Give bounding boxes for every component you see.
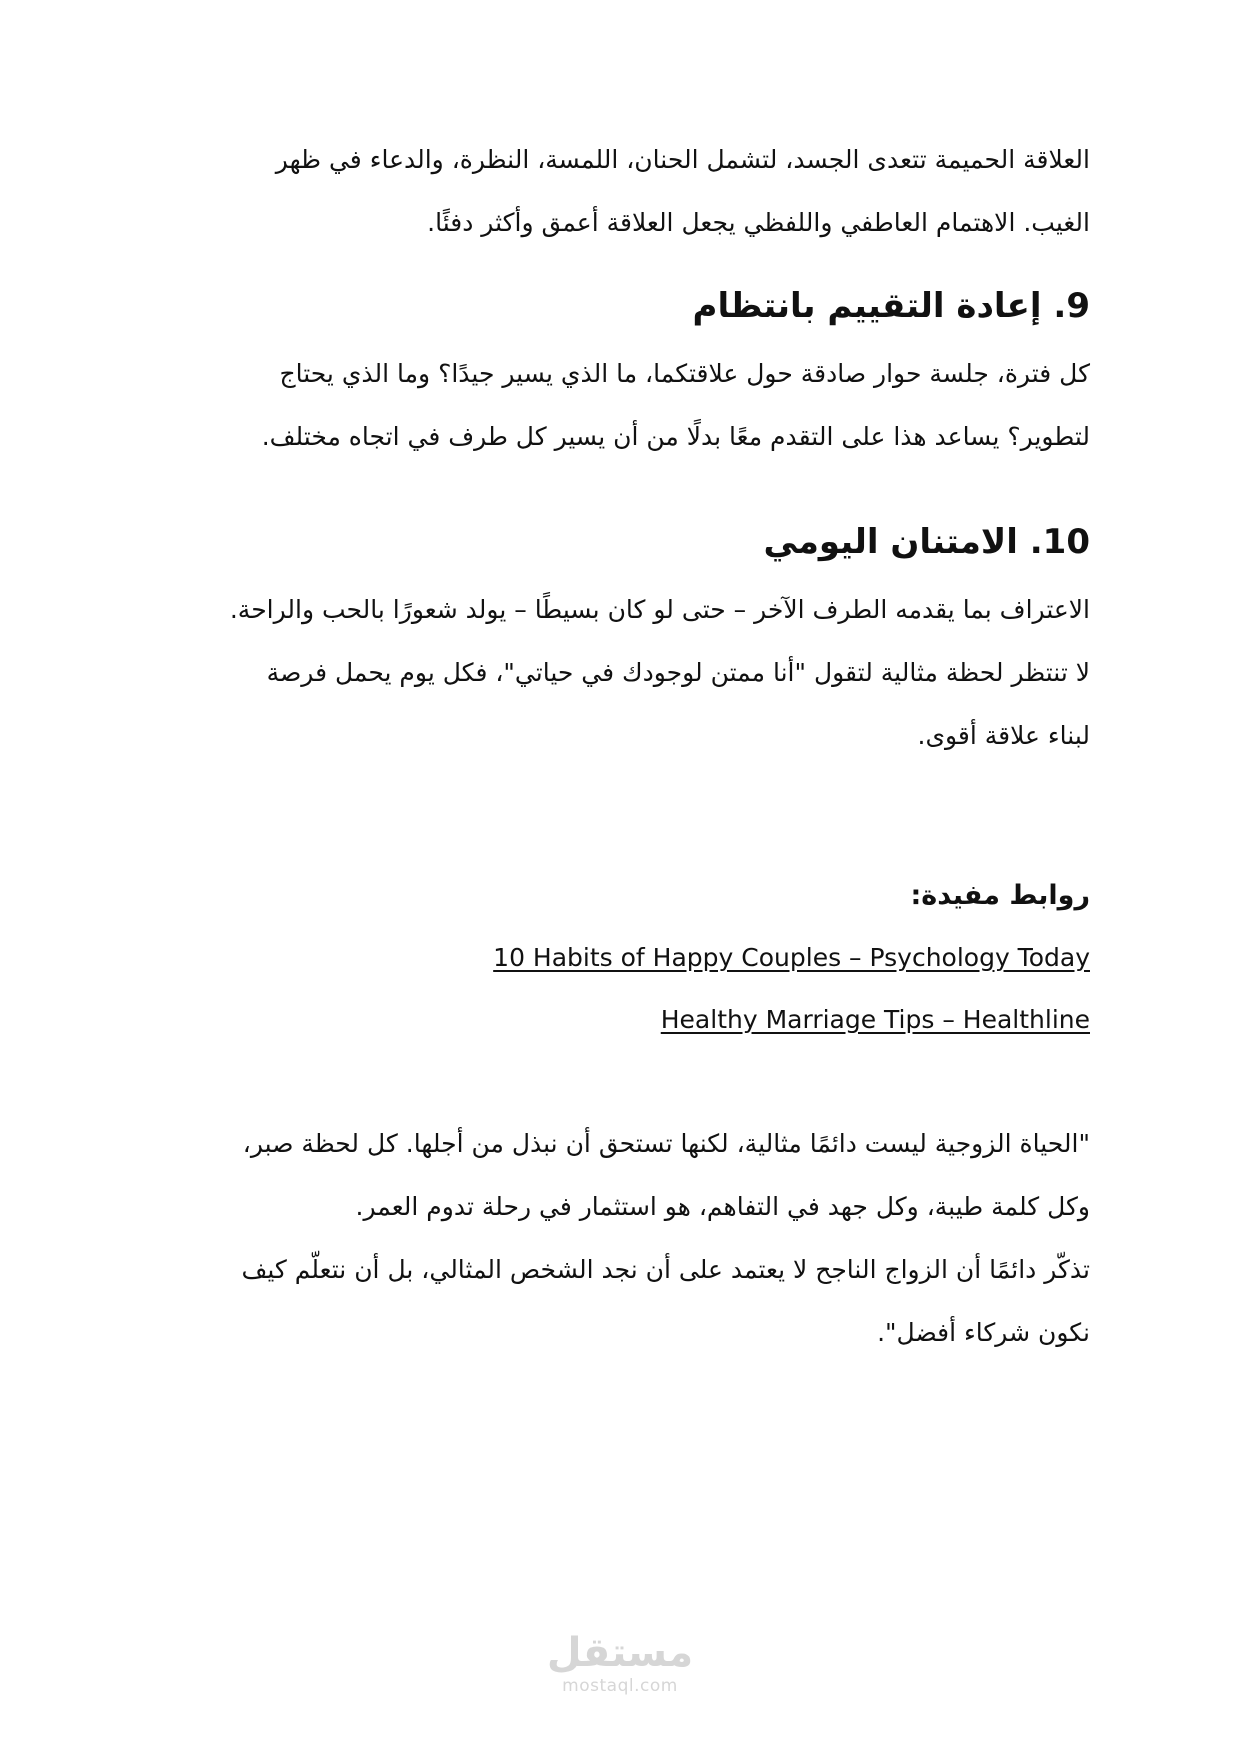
section-10-heading: 10. الامتنان اليومي <box>763 522 1090 562</box>
section-9-line: لتطوير؟ يساعد هذا على التقدم معًا بدلًا من أن يسير كل طرف في اتجاه مختلف. <box>261 422 1090 451</box>
closing-quote-line: نكون شركاء أفضل". <box>877 1318 1090 1347</box>
intro-paragraph <box>150 128 1090 254</box>
links-section <box>150 876 1090 916</box>
watermark-logo: مستقل <box>546 1630 694 1676</box>
closing-quote-line: تذكّر دائمًا أن الزواج الناجح لا يعتمد على أن نجد الشخص المثالي، بل أن نتعلّم كيف <box>241 1255 1090 1284</box>
link-psychology-today[interactable]: 10 Habits of Happy Couples – Psychology Today <box>493 943 1090 972</box>
section-10-line: الاعتراف بما يقدمه الطرف الآخر – حتى لو كان بسيطًا – يولد شعورًا بالحب والراحة. <box>229 595 1090 624</box>
intro-line: العلاقة الحميمة تتعدى الجسد، لتشمل الحنان، اللمسة، النظرة، والدعاء في ظهر <box>275 145 1090 174</box>
section-9-text <box>150 342 1090 468</box>
links-list <box>150 938 1090 978</box>
watermark-url: mostaql.com <box>562 1676 678 1696</box>
section-10-body <box>150 578 1090 767</box>
closing-quote-line: وكل كلمة طيبة، وكل جهد في التفاهم، هو استثمار في رحلة تدوم العمر. <box>355 1192 1090 1221</box>
intro-text <box>150 128 1090 254</box>
section-10-line: لا تنتظر لحظة مثالية لتقول "أنا ممتن لوجودك في حياتي"، فكل يوم يحمل فرصة <box>266 658 1090 687</box>
closing-quote-text <box>150 1112 1090 1364</box>
section-9-heading: 9. إعادة التقييم بانتظام <box>692 286 1090 326</box>
links-heading: روابط مفيدة: <box>910 880 1090 911</box>
closing-quote <box>150 1112 1090 1364</box>
section-10-line: لبناء علاقة أقوى. <box>917 721 1090 750</box>
section-9-line: كل فترة، جلسة حوار صادقة حول علاقتكما، ما الذي يسير جيدًا؟ وما الذي يحتاج <box>279 359 1090 388</box>
closing-quote-line: "الحياة الزوجية ليست دائمًا مثالية، لكنها تستحق أن نبذل من أجلها. كل لحظة صبر، <box>242 1129 1090 1158</box>
section-10 <box>150 518 1090 566</box>
section-9-body <box>150 342 1090 468</box>
intro-line: الغيب. الاهتمام العاطفي واللفظي يجعل العلاقة أعمق وأكثر دفئًا. <box>427 208 1090 237</box>
link-healthline[interactable]: Healthy Marriage Tips – Healthline <box>660 1005 1090 1034</box>
mostaql-watermark <box>520 1630 720 1696</box>
section-10-text <box>150 578 1090 767</box>
section-9 <box>150 282 1090 330</box>
links-list-2 <box>150 1000 1090 1040</box>
